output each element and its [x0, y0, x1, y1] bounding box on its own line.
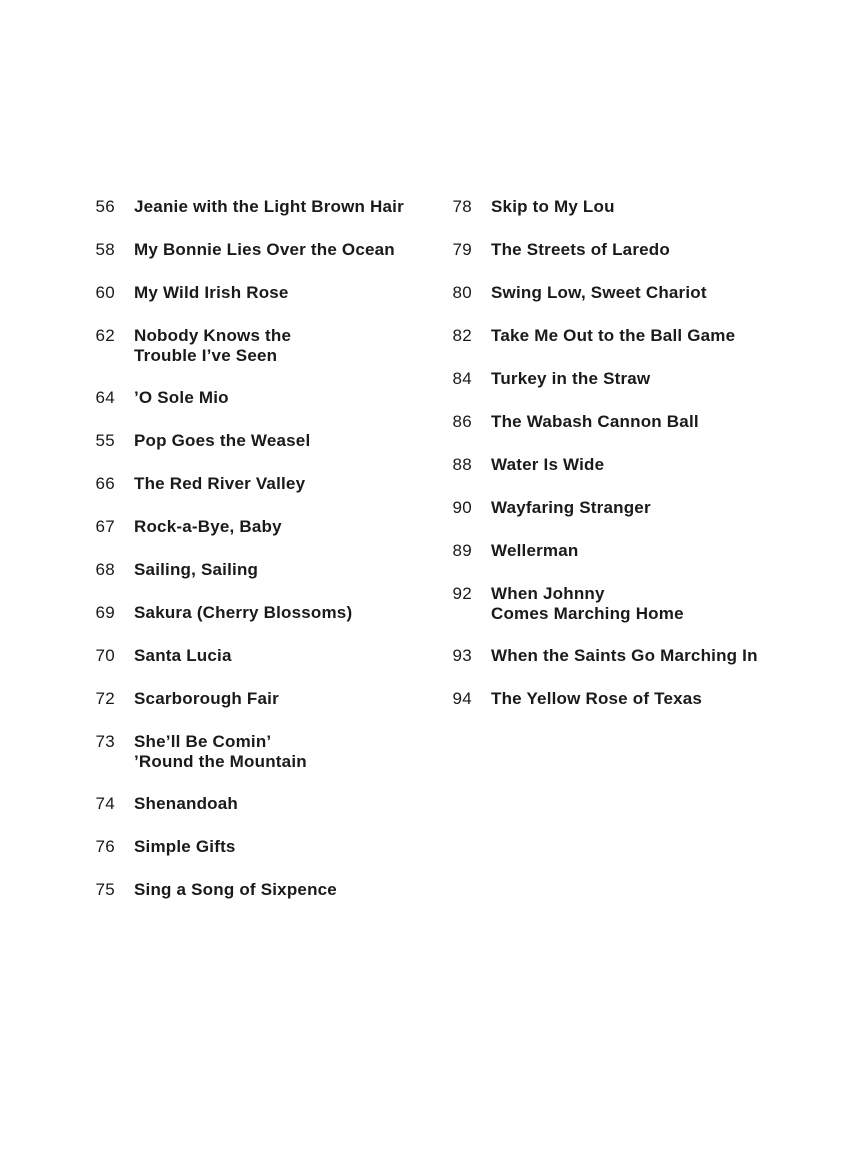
- page-number: 92: [452, 584, 472, 603]
- song-title: [491, 583, 769, 624]
- page-number: 70: [95, 646, 115, 665]
- song-title-line: The Red River Valley: [134, 474, 306, 493]
- song-title: [134, 516, 422, 537]
- toc-entry: [439, 282, 769, 304]
- song-title-line: Wayfaring Stranger: [491, 498, 651, 517]
- page-number: 55: [95, 431, 115, 450]
- song-title-line: Trouble I’ve Seen: [134, 346, 278, 365]
- song-title: [491, 454, 769, 475]
- page-number: 72: [95, 689, 115, 708]
- song-title: [134, 325, 422, 366]
- page-number: 74: [95, 794, 115, 813]
- toc-entry: [82, 473, 422, 495]
- toc-entry: [82, 879, 422, 901]
- song-title-line: Water Is Wide: [491, 455, 605, 474]
- page-number: 93: [452, 646, 472, 665]
- song-title: [134, 688, 422, 709]
- toc-entry: [82, 688, 422, 710]
- page-number: 78: [452, 197, 472, 216]
- song-title-line: Sakura (Cherry Blossoms): [134, 603, 353, 622]
- song-title-line: ’Round the Mountain: [134, 752, 307, 771]
- song-title: [491, 196, 769, 217]
- page-number: 73: [95, 732, 115, 751]
- toc-entry: [82, 836, 422, 858]
- toc-left-column: [82, 196, 422, 922]
- toc-entry: [439, 645, 769, 667]
- song-title-line: Shenandoah: [134, 794, 239, 813]
- page-number: 84: [452, 369, 472, 388]
- toc-entry: [82, 282, 422, 304]
- song-title-line: Nobody Knows the: [134, 326, 292, 345]
- toc-right-column: [439, 196, 769, 731]
- song-title-line: Sing a Song of Sixpence: [134, 880, 337, 899]
- song-title-line: The Streets of Laredo: [491, 240, 670, 259]
- toc-entry: [82, 239, 422, 261]
- song-title: [491, 368, 769, 389]
- page-number: 82: [452, 326, 472, 345]
- toc-entry: [82, 731, 422, 772]
- song-title: [134, 793, 422, 814]
- song-title: [491, 540, 769, 561]
- toc-entry: [82, 325, 422, 366]
- page-number: 76: [95, 837, 115, 856]
- toc-entry: [82, 196, 422, 218]
- song-title-line: Scarborough Fair: [134, 689, 279, 708]
- song-title: [134, 473, 422, 494]
- song-title: [491, 282, 769, 303]
- page-number: 68: [95, 560, 115, 579]
- song-title: [491, 688, 769, 709]
- page-number: 80: [452, 283, 472, 302]
- song-title-line: ’O Sole Mio: [134, 388, 229, 407]
- page-number: 79: [452, 240, 472, 259]
- toc-entry: [439, 688, 769, 710]
- song-title-line: Comes Marching Home: [491, 604, 684, 623]
- song-title-line: The Yellow Rose of Texas: [491, 689, 703, 708]
- song-title: [134, 645, 422, 666]
- page-number: 56: [95, 197, 115, 216]
- toc-entry: [82, 793, 422, 815]
- song-title: [134, 282, 422, 303]
- song-title: [134, 239, 422, 260]
- song-title-line: When Johnny: [491, 584, 605, 603]
- song-title-line: Simple Gifts: [134, 837, 236, 856]
- song-title-line: Santa Lucia: [134, 646, 232, 665]
- song-title: [491, 325, 769, 346]
- song-title-line: Swing Low, Sweet Chariot: [491, 283, 707, 302]
- toc-entry: [82, 559, 422, 581]
- song-title: [134, 196, 422, 217]
- song-title-line: Sailing, Sailing: [134, 560, 259, 579]
- song-title: [134, 430, 422, 451]
- toc-entry: [439, 325, 769, 347]
- page-number: 66: [95, 474, 115, 493]
- song-title: [491, 497, 769, 518]
- song-title: [134, 602, 422, 623]
- song-title-line: When the Saints Go Marching In: [491, 646, 758, 665]
- toc-entry: [82, 602, 422, 624]
- song-title: [134, 559, 422, 580]
- page-number: 60: [95, 283, 115, 302]
- song-title: [134, 387, 422, 408]
- page-number: 62: [95, 326, 115, 345]
- song-title-line: My Bonnie Lies Over the Ocean: [134, 240, 395, 259]
- toc-entry: [439, 196, 769, 218]
- page-number: 58: [95, 240, 115, 259]
- song-title-line: Jeanie with the Light Brown Hair: [134, 197, 404, 216]
- song-title-line: Turkey in the Straw: [491, 369, 651, 388]
- page-number: 67: [95, 517, 115, 536]
- page-number: 69: [95, 603, 115, 622]
- song-title-line: Skip to My Lou: [491, 197, 615, 216]
- song-title: [491, 411, 769, 432]
- page-number: 86: [452, 412, 472, 431]
- song-title-line: Rock-a-Bye, Baby: [134, 517, 282, 536]
- toc-entry: [439, 583, 769, 624]
- song-title: [491, 645, 769, 666]
- page-number: 64: [95, 388, 115, 407]
- page-number: 90: [452, 498, 472, 517]
- toc-entry: [439, 454, 769, 476]
- song-title: [491, 239, 769, 260]
- song-title-line: Take Me Out to the Ball Game: [491, 326, 736, 345]
- song-title-line: Wellerman: [491, 541, 579, 560]
- toc-entry: [439, 497, 769, 519]
- toc-entry: [439, 368, 769, 390]
- song-title: [134, 836, 422, 857]
- toc-entry: [82, 387, 422, 409]
- page-number: 89: [452, 541, 472, 560]
- song-title: [134, 879, 422, 900]
- page-number: 88: [452, 455, 472, 474]
- song-title: [134, 731, 422, 772]
- song-title-line: She’ll Be Comin’: [134, 732, 272, 751]
- song-title-line: My Wild Irish Rose: [134, 283, 289, 302]
- page-number: 94: [452, 689, 472, 708]
- toc-entry: [82, 430, 422, 452]
- toc-entry: [439, 540, 769, 562]
- toc-entry: [439, 411, 769, 433]
- toc-entry: [82, 645, 422, 667]
- page-number: 75: [95, 880, 115, 899]
- toc-entry: [82, 516, 422, 538]
- song-title-line: Pop Goes the Weasel: [134, 431, 311, 450]
- toc-entry: [439, 239, 769, 261]
- song-title-line: The Wabash Cannon Ball: [491, 412, 699, 431]
